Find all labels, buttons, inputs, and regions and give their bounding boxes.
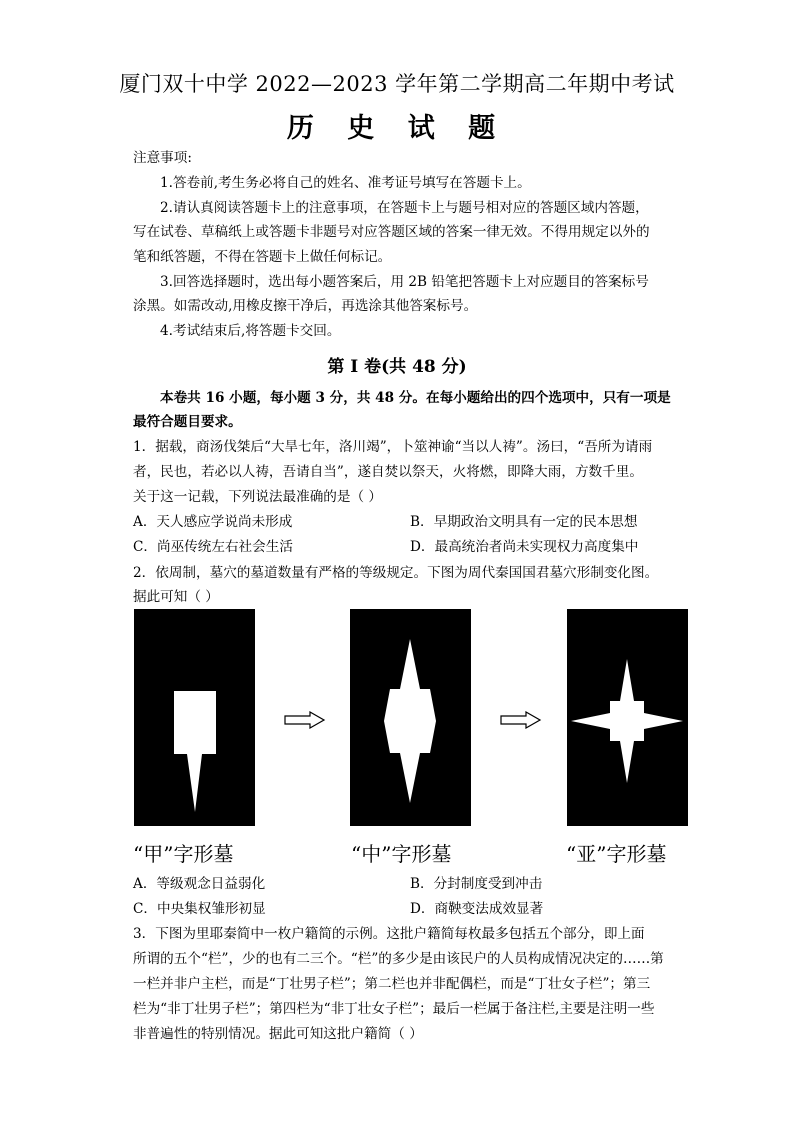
jia-tomb-caption: “甲”字形墓 <box>133 842 234 866</box>
notice-item: 3.回答选择题时，选出每小题答案后，用 2B 铅笔把答题卡上对应题目的答案标号 <box>160 274 649 290</box>
notice-item: 涂黑。如需改动,用橡皮擦干净后，再选涂其他答案标号。 <box>133 298 478 314</box>
zhong-tomb-caption: “中”字形墓 <box>351 842 452 866</box>
notice-heading: 注意事项: <box>133 150 192 166</box>
ya-shaped-tomb-figure <box>567 609 688 826</box>
question-1-option-c: C．尚巫传统左右社会生活 <box>133 539 293 555</box>
question-1-stem: 关于这一记载，下列说法最准确的是（ ） <box>133 489 383 505</box>
notice-item: 写在试卷、草稿纸上或答题卡非题号对应答题区域的答案一律无效。不得用规定以外的 <box>133 224 650 240</box>
ya-tomb-caption: “亚”字形墓 <box>566 842 667 866</box>
question-2-option-c: C．中央集权雏形初显 <box>133 901 266 917</box>
question-3-stem: 栏为“非丁壮男子栏”；第四栏为“非丁壮女子栏”；最后一栏属于备注栏,主要是注明一些 <box>133 1001 655 1017</box>
question-2-option-a: A．等级观念日益弱化 <box>133 876 266 892</box>
notice-item: 笔和纸答题，不得在答题卡上做任何标记。 <box>133 249 392 265</box>
zhong-tomb-shape <box>350 609 471 826</box>
question-1-option-d: D．最高统治者尚未实现权力高度集中 <box>410 539 639 555</box>
jia-tomb-shape <box>134 609 255 826</box>
zhong-shaped-tomb-figure <box>350 609 471 826</box>
question-1-option-a: A．天人感应学说尚未形成 <box>133 514 293 530</box>
question-3-stem: 所谓的五个“栏”，少的也有二三个。“栏”的多少是由该民户的人员构成情况决定的……第 <box>133 951 664 967</box>
question-2-stem: 据此可知（ ） <box>133 589 219 605</box>
section-title: 第 I 卷(共 48 分) <box>327 357 467 377</box>
question-2-option-d: D．商鞅变法成效显著 <box>410 901 544 917</box>
section-intro: 本卷共 16 小题，每小题 3 分，共 48 分。在每小题给出的四个选项中，只有一项是 <box>160 390 671 406</box>
notice-item: 2.请认真阅读答题卡上的注意事项，在答题卡上与题号相对应的答题区域内答题， <box>160 200 649 216</box>
section-intro: 最符合题目要求。 <box>133 414 242 430</box>
notice-item: 1.答卷前,考生务必将自己的姓名、准考证号填写在答题卡上。 <box>160 175 531 191</box>
question-2-stem: 2．依周制，墓穴的墓道数量有严格的等级规定。下图为周代秦国国君墓穴形制变化图。 <box>133 565 659 581</box>
question-1-stem: 1．据载，商汤伐桀后“大旱七年，洛川竭”，卜筮神谕“当以人祷”。汤曰，“吾所为请雨 <box>133 439 653 455</box>
question-3-stem: 一栏并非户主栏，而是“丁壮男子栏”；第二栏也并非配偶栏，而是“丁壮女子栏”；第三 <box>133 976 651 992</box>
arrow-right-icon <box>500 711 542 729</box>
question-2-option-b: B．分封制度受到冲击 <box>410 876 543 892</box>
question-3-stem: 非普遍性的特别情况。据此可知这批户籍简（ ） <box>133 1026 423 1042</box>
ya-tomb-shape <box>567 609 688 826</box>
jia-shaped-tomb-figure <box>134 609 255 826</box>
question-1-stem: 者，民也，若必以人祷，吾请自当”，遂自焚以祭天，火将燃，即降大雨，方数千里。 <box>133 464 643 480</box>
arrow-right-icon <box>284 711 326 729</box>
question-1-option-b: B．早期政治文明具有一定的民本思想 <box>410 514 638 530</box>
notice-item: 4.考试结束后,将答题卡交回。 <box>160 323 341 339</box>
school-exam-title: 厦门双十中学 2022—2023 学年第二学期高二年期中考试 <box>119 72 675 96</box>
subject-title: 历 史 试 题 <box>286 113 508 144</box>
question-3-stem: 3．下图为里耶秦简中一枚户籍简的示例。这批户籍简每枚最多包括五个部分，即上面 <box>133 926 645 942</box>
